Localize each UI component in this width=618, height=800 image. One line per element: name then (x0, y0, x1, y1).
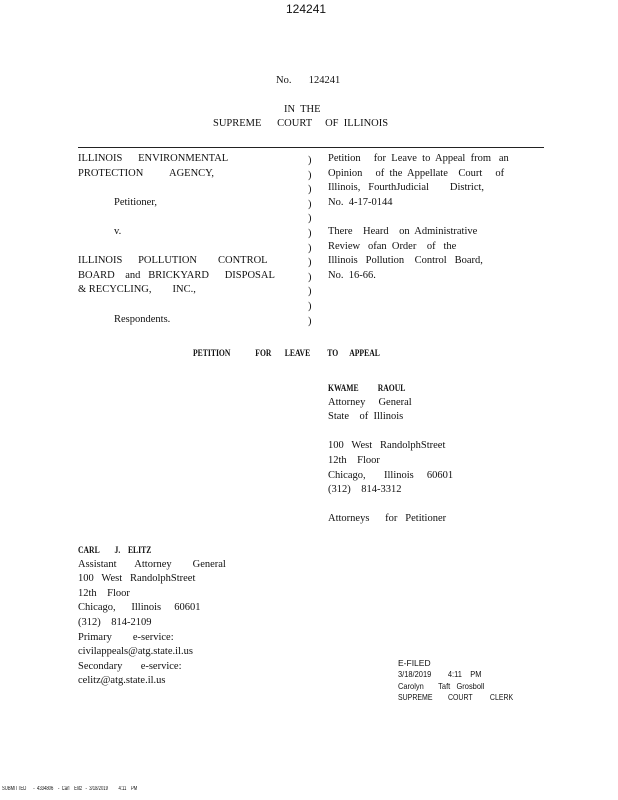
caption-right-line: Opinion of the Appellate Court of (328, 167, 505, 179)
petitioner-label: Petitioner, (114, 196, 158, 208)
paren: ) (308, 184, 312, 196)
paren: ) (308, 271, 312, 283)
caption-right-line: No. 4-17-0144 (328, 196, 393, 208)
caption-left-line (78, 298, 275, 313)
caption-right-line: No. 16-66. (328, 269, 376, 281)
assistant-title: Assistant Attorney General (78, 558, 226, 570)
document-number: 124241 (286, 2, 327, 16)
assistant-address-line1: 100 West RandolphStreet (78, 573, 196, 585)
attorney-name: KWAME RAOUL (328, 383, 406, 393)
caption-right-line: Illinois, FourthJudicial District, (328, 182, 485, 194)
efiled-datetime: 3/18/2019 4:11 PM (398, 669, 482, 680)
assistant-name: CARL J. ELITZ (78, 545, 152, 555)
spacer (328, 425, 453, 440)
caption-divider (78, 147, 544, 148)
versus-label: v. (114, 225, 122, 237)
caption-left-line: & RECYCLING, INC., (78, 284, 196, 296)
primary-eservice-email: civilappeals@atg.state.il.us (78, 646, 193, 658)
caption-left-line: ILLINOIS POLLUTION CONTROL (78, 255, 268, 267)
respondents-label: Respondents. (114, 313, 171, 325)
spacer (328, 498, 453, 513)
paren: ) (308, 257, 312, 269)
caption-left-line (78, 181, 275, 196)
case-number: No. 124241 (276, 75, 341, 86)
assistant-address-line3: Chicago, Illinois 60601 (78, 602, 201, 614)
attorney-address-line3: Chicago, Illinois 60601 (328, 469, 454, 481)
paren: ) (308, 213, 312, 225)
caption-left (78, 152, 275, 327)
efiled-stamp (398, 658, 538, 704)
efiled-label: E-FILED (398, 658, 431, 668)
paren: ) (308, 155, 312, 166)
caption-left-line: BOARD and BRICKYARD DISPOSAL (78, 269, 275, 281)
caption-parens (308, 154, 312, 329)
attorney-role: Attorneys for Petitioner (328, 513, 447, 525)
paren: ) (308, 227, 312, 239)
paren: ) (308, 169, 312, 181)
attorney-phone: (312) 814-3312 (328, 484, 402, 496)
attorney-address-line2: 12th Floor (328, 454, 380, 466)
caption-right-line: Illinois Pollution Control Board, (328, 255, 483, 267)
paren: ) (308, 242, 312, 254)
secondary-eservice-email: celitz@atg.state.il.us (78, 675, 166, 687)
caption-right (328, 152, 509, 283)
caption-left-line (78, 210, 275, 225)
paren: ) (308, 300, 312, 312)
petition-title: PETITION FOR LEAVE TO APPEAL (193, 348, 380, 358)
attorney-general-block (328, 381, 453, 527)
court-heading-line2: SUPREME COURT OF ILLINOIS (213, 118, 389, 129)
caption-left-line (78, 240, 275, 255)
caption-left-line: PROTECTION AGENCY, (78, 167, 215, 179)
attorney-title: Attorney General (328, 396, 412, 408)
attorney-state: State of Illinois (328, 411, 404, 423)
assistant-attorney-block (78, 543, 226, 689)
caption-left-line: ILLINOIS ENVIRONMENTAL (78, 153, 229, 164)
paren: ) (308, 286, 312, 298)
assistant-phone: (312) 814-2109 (78, 616, 152, 628)
paren: ) (308, 315, 312, 327)
caption-right-line: Petition for Leave to Appeal from an (328, 153, 509, 164)
submission-footer: SUBMITTED - 4334806 - Carl Elitz - 3/18/2019 4:11 PM (2, 786, 138, 792)
caption-right-line: There Heard on Administrative (328, 225, 478, 237)
assistant-address-line2: 12th Floor (78, 587, 130, 599)
efiled-clerk-name: Carolyn Taft Grosboll (398, 680, 485, 691)
caption-right-line: Review ofan Order of the (328, 240, 457, 252)
secondary-eservice-label: Secondary e-service: (78, 660, 182, 672)
court-heading-line1: IN THE (284, 104, 321, 115)
attorney-address-line1: 100 West RandolphStreet (328, 440, 446, 452)
primary-eservice-label: Primary e-service: (78, 631, 174, 643)
paren: ) (308, 198, 312, 210)
efiled-clerk-title: SUPREME COURT CLERK (398, 692, 514, 703)
caption-right-line (328, 210, 509, 225)
